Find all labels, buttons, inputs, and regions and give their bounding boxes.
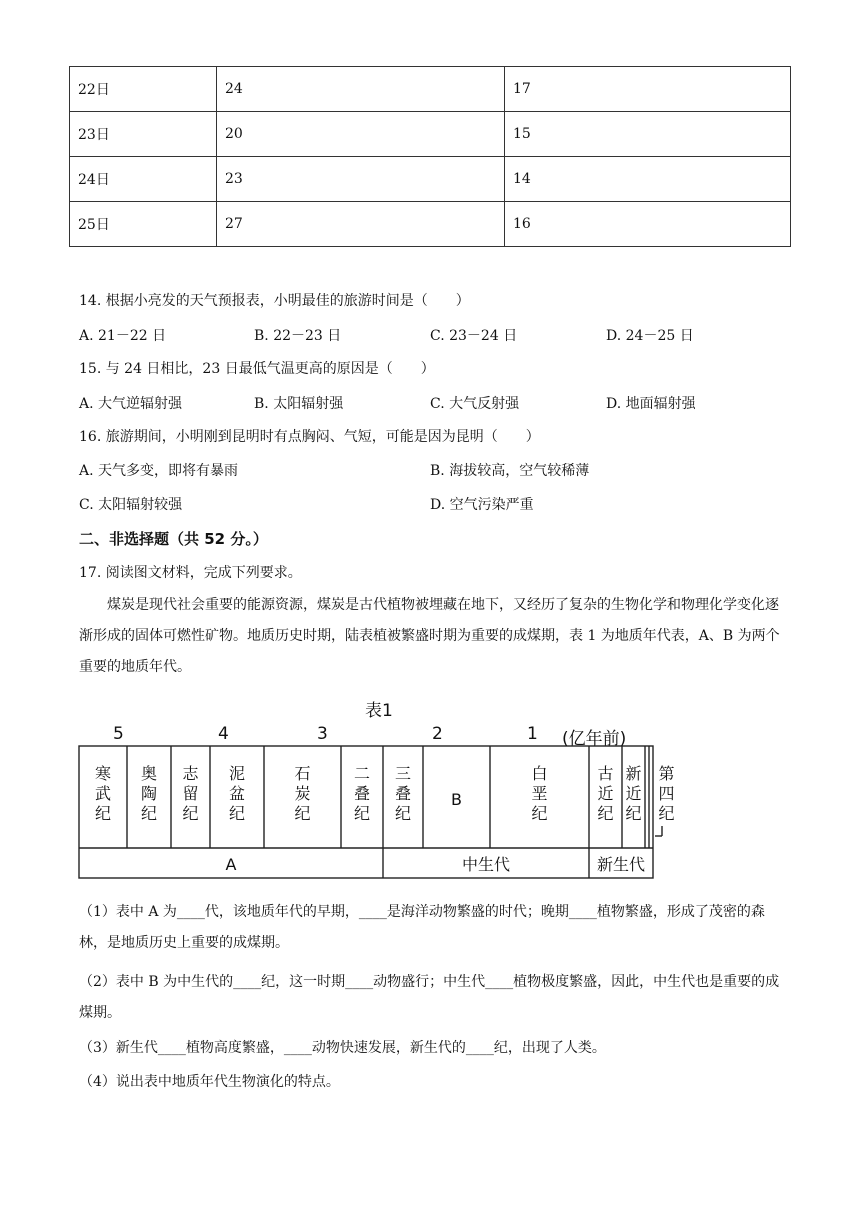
question-15-option-a[interactable]: A. 大气逆辐射强 [79,396,183,412]
table-cell: 23日 [70,112,217,157]
question-16-option-b[interactable]: B. 海拔较高，空气较稀薄 [430,463,590,479]
question-16-option-c[interactable]: C. 太阳辐射较强 [79,497,183,513]
table-cell: 23 [217,157,505,202]
geo-period-devonian: 泥 盆 纪 [228,764,245,823]
geo-period-permian: 二 叠 纪 [353,764,370,823]
sub-question-4: （4）说出表中地质年代生物演化的特点。 [79,1074,340,1090]
table-cell: 25日 [70,202,217,247]
sub-question-2 [79,967,791,1029]
geo-tick: 1 [527,724,538,744]
geo-tick: 5 [113,724,124,744]
question-17-stem: 17. 阅读图文材料，完成下列要求。 [79,565,302,581]
geo-period-neogene: 新 近 纪 [625,764,642,823]
geo-era-a: A [225,855,237,874]
geo-period-silurian: 志 留 纪 [182,764,199,823]
geo-period-b: B [451,790,462,809]
geo-era-mesozoic: 中生代 [461,855,510,874]
material-text: 煤炭是现代社会重要的能源资源，煤炭是古代植物被埋藏在地下，又经历了复杂的生物化学和物理化学变化逐渐形成的固体可燃性矿物。地质历史时期，陆表植被繁盛时期为重要的成煤期，表 1 为地质年代表，A、B 为两个重要的地质年代。 [79,597,780,675]
table-cell: 24 [217,67,505,112]
sub-question-3: （3）新生代____植物高度繁盛，____动物快速发展，新生代的____纪，出现了人类。 [79,1040,606,1056]
question-15-stem: 15. 与 24 日相比，23 日最低气温更高的原因是（ ） [79,361,435,377]
geo-period-paleogene: 古 近 纪 [597,764,614,823]
geo-period-cretaceous: 白 垩 纪 [531,764,548,823]
geo-tick-unit: (亿年前) [562,729,627,749]
table-cell: 22日 [70,67,217,112]
question-14-option-a[interactable]: A. 21－22 日 [79,328,167,344]
geo-table-title: 表1 [365,701,393,721]
table-cell: 14 [505,157,791,202]
table-cell: 24日 [70,157,217,202]
question-16-option-a[interactable]: A. 天气多变，即将有暴雨 [79,463,239,479]
question-15-option-b[interactable]: B. 太阳辐射强 [254,396,344,412]
sub-question-1-text: （1）表中 A 为____代，该地质年代的早期，____是海洋动物繁盛的时代；晚期____植物繁盛，形成了茂密的森林，是地质历史上重要的成煤期。 [79,904,765,951]
section-heading: 二、非选择题（共 52 分。） [79,530,268,548]
table-cell: 27 [217,202,505,247]
geo-tick: 3 [317,724,328,744]
geo-tick: 4 [218,724,229,744]
table-cell: 15 [505,112,791,157]
geo-period-triassic: 三 叠 纪 [394,764,411,823]
question-14-option-c[interactable]: C. 23－24 日 [430,328,518,344]
question-16-stem: 16. 旅游期间，小明刚到昆明时有点胸闷、气短，可能是因为昆明（ ） [79,429,540,445]
geo-period-carboniferous: 石 炭 纪 [294,764,311,823]
geo-period-cambrian: 寒 武 纪 [94,764,111,823]
question-14-option-d[interactable]: D. 24－25 日 [606,328,694,344]
question-15-option-d[interactable]: D. 地面辐射强 [606,396,696,412]
geo-era-cenozoic: 新生代 [596,855,645,874]
question-16-option-d[interactable]: D. 空气污染严重 [430,497,534,513]
geo-tick: 2 [432,724,443,744]
sub-question-2-text: （2）表中 B 为中生代的____纪，这一时期____动物盛行；中生代____植物极度繁盛，因此，中生代也是重要的成煤期。 [79,974,780,1021]
table-cell: 16 [505,202,791,247]
question-15-option-c[interactable]: C. 大气反射强 [430,396,520,412]
question-14-option-b[interactable]: B. 22－23 日 [254,328,342,344]
table-cell: 17 [505,67,791,112]
question-14-stem: 14. 根据小亮发的天气预报表，小明最佳的旅游时间是（ ） [79,293,470,309]
geo-period-ordovician: 奥 陶 纪 [140,764,157,823]
sub-question-1 [79,897,791,959]
geo-period-quaternary: 第 四 纪 [658,764,675,823]
table-cell: 20 [217,112,505,157]
